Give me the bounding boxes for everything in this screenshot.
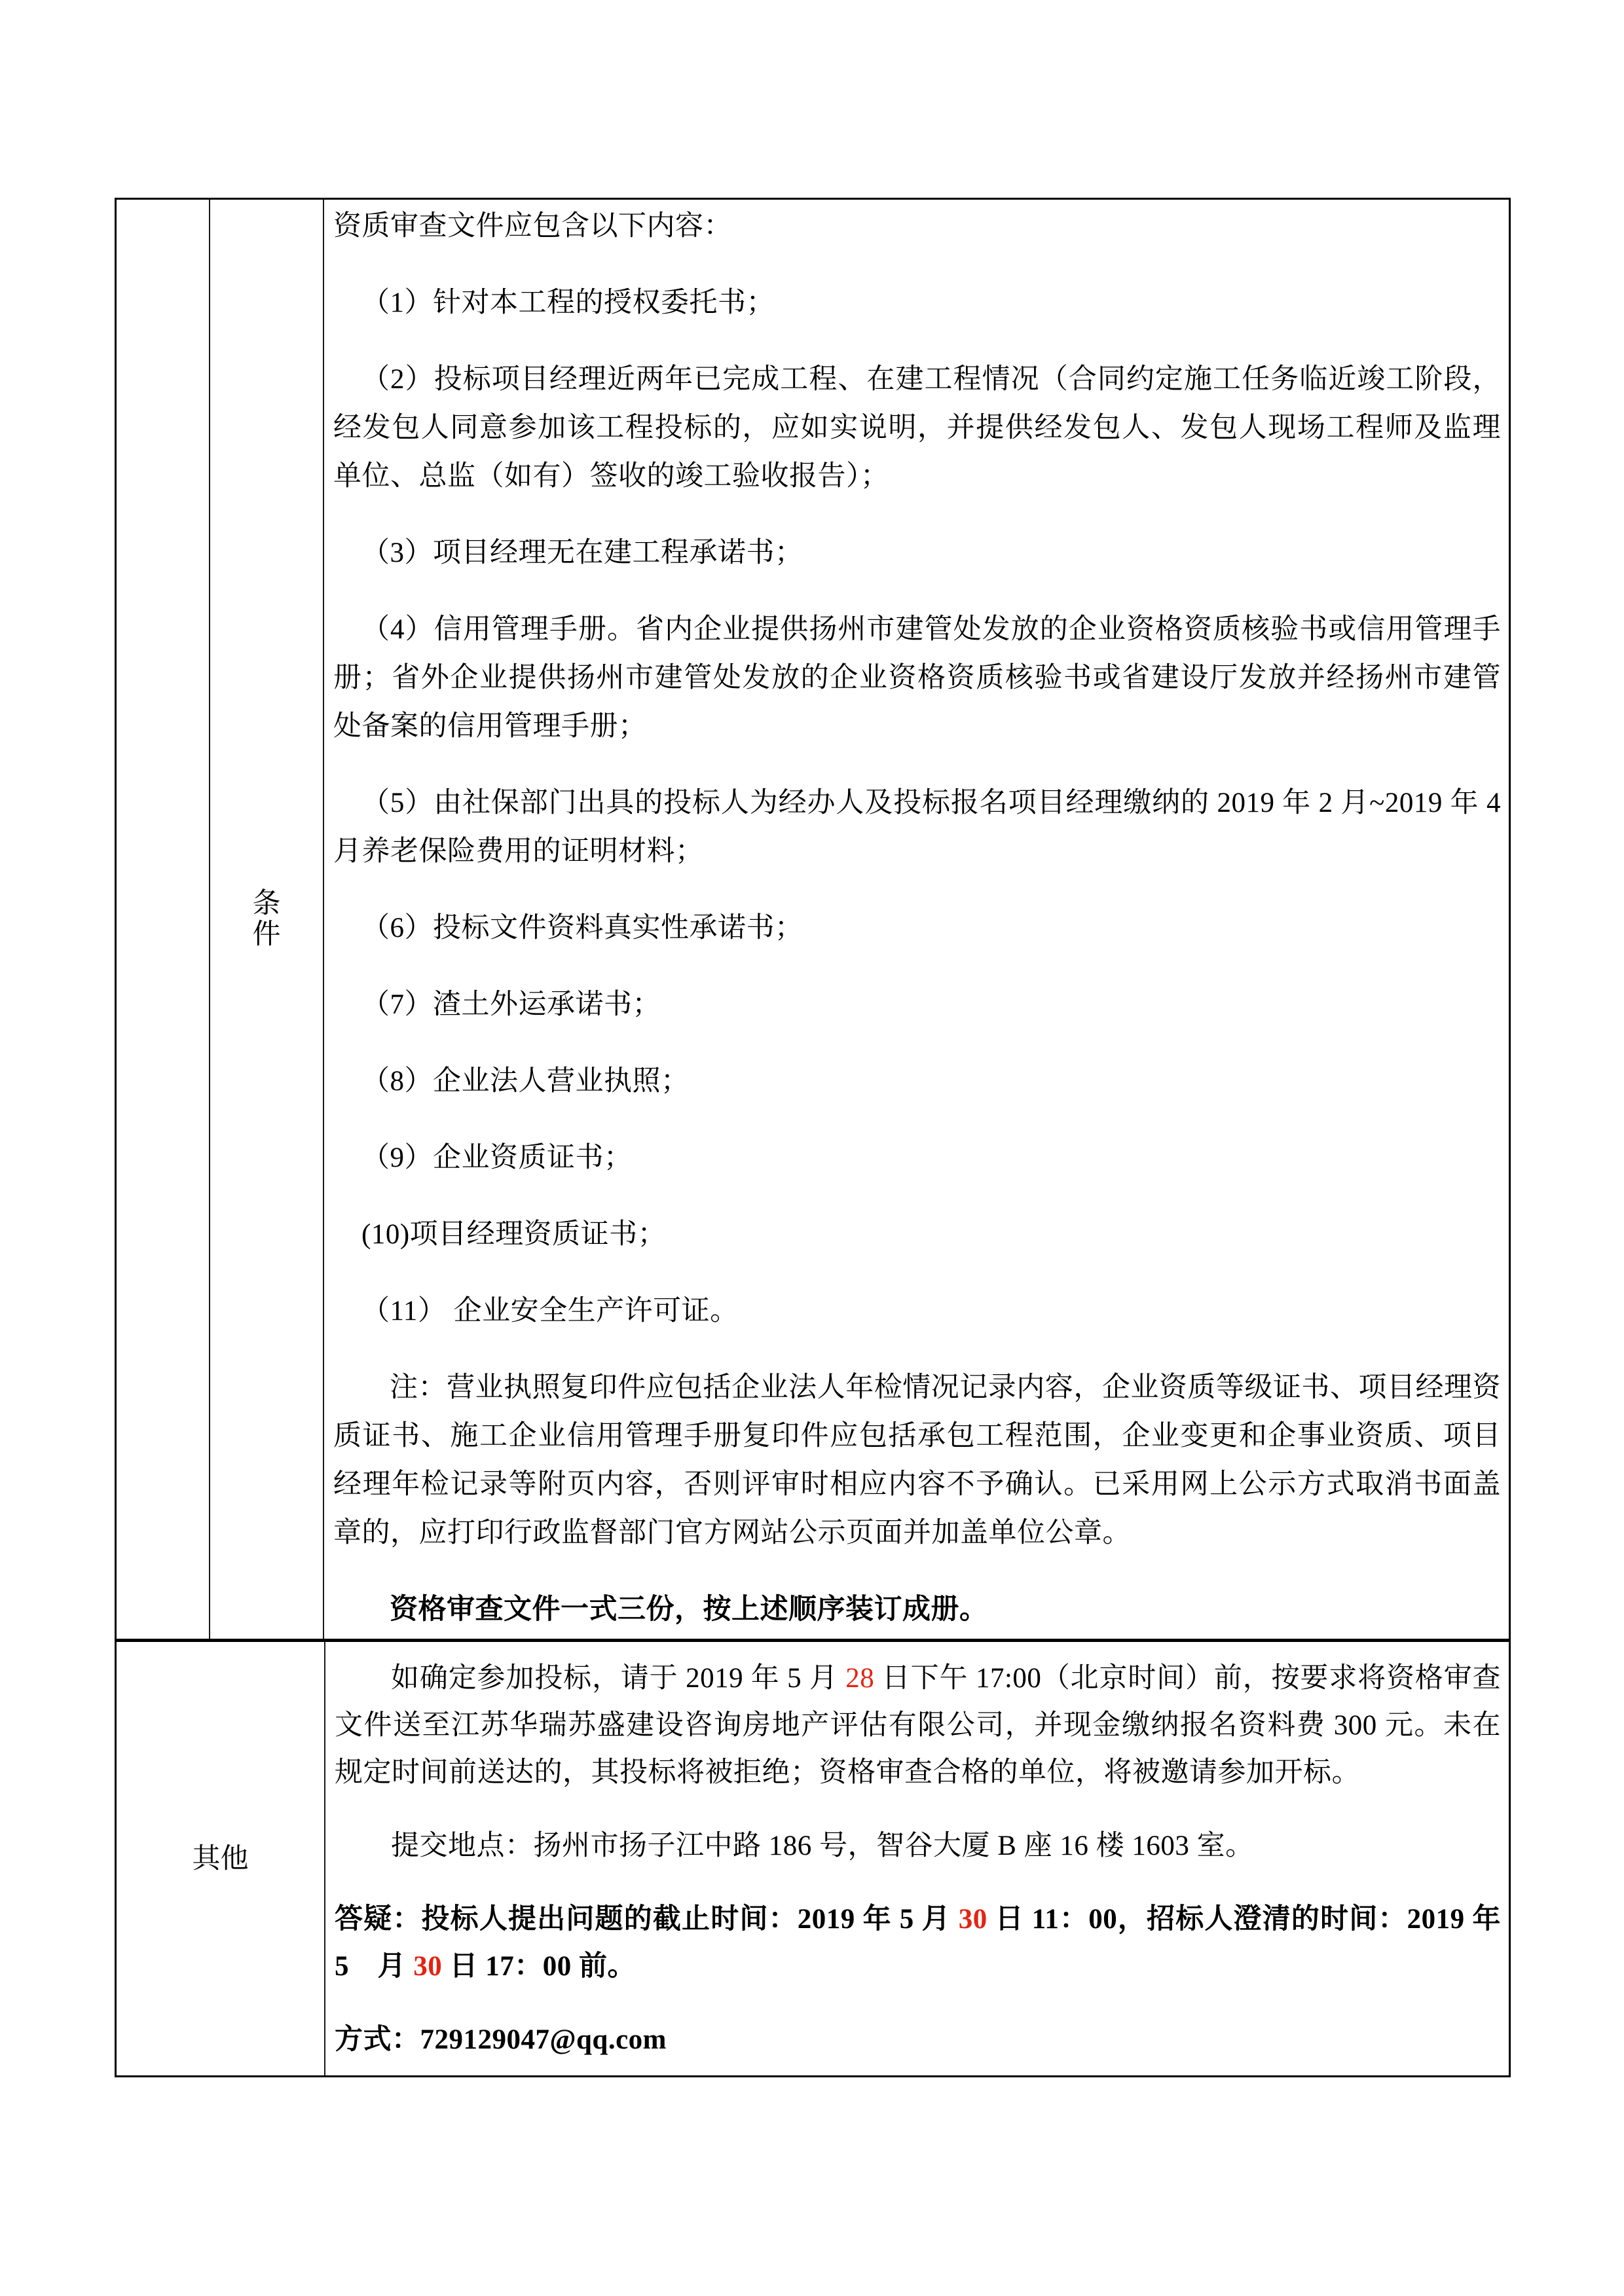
paragraph (333, 202, 1501, 251)
text-segment: 资格审查文件一式三份，按上述顺序装订成册。 (390, 1594, 988, 1625)
table-row-conditions (117, 200, 1509, 1642)
other-label: 其他 (192, 1843, 249, 1874)
paragraph (333, 779, 1501, 876)
text-segment: （8）企业法人营业执照； (361, 1066, 690, 1097)
text-segment: 注：营业执照复印件应包括企业法人年检情况记录内容，企业资质等级证书、项目经理资质证书、施工企业信用管理手册复印件应包括承包工程范围，企业变更和企事业资质、项目经理年检记录等附页内容，否则评审时相应内容不予确认。已采用网上公示方式取消书面盖章的，应打印行政监督部门官方网站公示页面并加盖单位公章。 (333, 1372, 1501, 1548)
paragraph (333, 1287, 1501, 1336)
text-segment: （4）信用管理手册。省内企业提供扬州市建管处发放的企业资格资质核验书或信用管理手册；省外企业提供扬州市建管处发放的企业资格资质核验书或省建设厅发放并经扬州市建管处备案的信用管理手册； (333, 614, 1501, 742)
text-segment: (10)项目经理资质证书； (361, 1219, 667, 1250)
text-segment: 日下午 17:00（北京时间）前，按要求将资格审查文件送至江苏华瑞苏盛建设咨询房地产评估有限公司，并现金缴纳报名资料费 300 元。未在规定时间前送达的，其投标将被拒绝；资格审查合格的单位，将被邀请参加开标。 (335, 1663, 1501, 1788)
paragraph (333, 355, 1501, 501)
conditions-label (253, 888, 281, 950)
text-segment: （5）由社保部门出具的投标人为经办人及投标报名项目经理缴纳的 2019 年 2 月~2019 年 4 月养老保险费用的证明材料； (333, 788, 1501, 867)
text-segment: 资质审查文件应包含以下内容： (333, 211, 732, 242)
highlighted-date: 28 (845, 1663, 875, 1694)
text-segment: （7）渣土外运承诺书； (361, 989, 661, 1020)
paragraph (333, 1211, 1501, 1259)
paragraph (335, 1655, 1501, 1796)
text-segment: （2）投标项目经理近两年已完成工程、在建工程情况（合同约定施工任务临近竣工阶段，经发包人同意参加该工程投标的，应如实说明，并提供经发包人、发包人现场工程师及监理单位、总监（如有）签收的竣工验收报告）； (333, 364, 1501, 492)
text-segment: 提交地点：扬州市扬子江中路 186 号，智谷大厦 B 座 16 楼 1603 室。 (391, 1831, 1254, 1861)
table-row-other (117, 1642, 1509, 2075)
text-segment: 如确定参加投标，请于 2019 年 5 月 (391, 1663, 846, 1694)
text-segment: 日 17：00 前。 (442, 1951, 636, 1982)
paragraph (333, 279, 1501, 327)
paragraph (333, 606, 1501, 751)
paragraph (333, 1057, 1501, 1106)
conditions-label-cell (210, 200, 324, 1639)
paragraph (333, 981, 1501, 1029)
paragraph (335, 1823, 1501, 1870)
conditions-label-char-1: 条 (252, 888, 281, 919)
paragraph (333, 1134, 1501, 1182)
text-segment: 日 11：00，招标人澄清的时间：2019 年 5 月 (335, 1904, 1501, 1982)
paragraph (335, 1896, 1501, 1990)
text-segment: （3）项目经理无在建工程承诺书； (361, 538, 803, 568)
highlighted-date: 30 (413, 1951, 443, 1982)
paragraph (333, 529, 1501, 577)
paragraph (333, 1586, 1501, 1634)
text-segment: （9）企业资质证书； (361, 1142, 633, 1173)
conditions-content-cell (324, 200, 1509, 1639)
qualification-table (115, 198, 1511, 2077)
other-content-cell (325, 1642, 1509, 2075)
paragraph (335, 2016, 1501, 2064)
empty-cell (117, 200, 210, 1639)
paragraph (333, 1364, 1501, 1558)
other-label-cell (117, 1642, 325, 2075)
text-segment: 方式：729129047@qq.com (335, 2024, 667, 2055)
text-segment: （1）针对本工程的授权委托书； (361, 287, 775, 318)
text-segment: （6）投标文件资料真实性承诺书； (361, 913, 803, 943)
conditions-label-char-2: 件 (252, 919, 281, 950)
highlighted-date: 30 (958, 1904, 987, 1935)
text-segment: 答疑：投标人提出问题的截止时间：2019 年 5 月 (335, 1904, 959, 1935)
text-segment: （11） 企业安全生产许可证。 (361, 1296, 739, 1326)
paragraph (333, 904, 1501, 953)
